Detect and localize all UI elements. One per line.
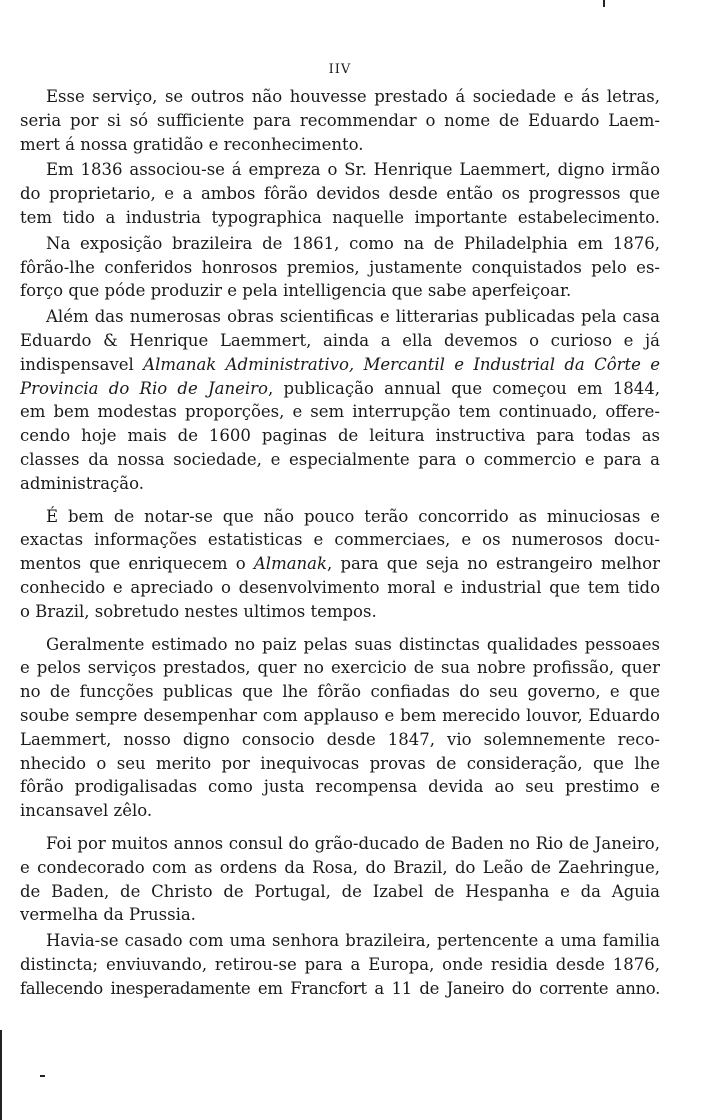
text-line: Eduardo & Henrique Laemmert, ainda a ella devemos o curioso e já bbox=[20, 330, 660, 350]
text-line: vermelha da Prussia. bbox=[20, 905, 196, 925]
text-line: Foi por muitos annos consul do grão-ducado de Baden no Rio de Janeiro, bbox=[46, 833, 660, 853]
text-line: classes da nossa sociedade, e especialmente para o commercio e para a bbox=[20, 449, 660, 469]
almanak-ref: Almanak bbox=[253, 554, 328, 574]
text-line: Em 1836 associou-se á empreza o Sr. Henrique Laemmert, digno irmão bbox=[46, 160, 660, 180]
text-line: distincta; enviuvando, retirou-se para a Europa, onde residia desde 1876, bbox=[20, 954, 660, 974]
text-line-mixed bbox=[20, 377, 660, 401]
text-line: Além das numerosas obras scientificas e litterarias publicadas pela casa bbox=[46, 307, 660, 327]
paragraph-almanak bbox=[20, 305, 660, 495]
almanak-title: Almanak Administrativo, Mercantil e Industrial da Côrte e bbox=[143, 354, 660, 374]
text-line: fôrão-lhe conferidos honrosos premios, justamente conquistados pelo es- bbox=[20, 257, 660, 277]
text-line: o Brazil, sobretudo nestes ultimos tempos. bbox=[20, 601, 377, 621]
paragraph-geralmente bbox=[20, 633, 660, 823]
text-run: mentos que enriquecem o bbox=[20, 554, 254, 574]
text-line: conhecido e apreciado o desenvolvimento moral e industrial que tem tido bbox=[20, 577, 660, 597]
text-line: forço que póde produzir e pela intelligencia que sabe aperfeiçoar. bbox=[20, 281, 572, 301]
text-line: de Baden, de Christo de Portugal, de Izabel de Hespanha e da Aguia bbox=[20, 881, 660, 901]
text-line: fallecendo inesperadamente em Francfort a 11 de Janeiro do corrente anno. bbox=[20, 978, 660, 998]
paragraph-notar bbox=[20, 505, 660, 624]
text-line: tem tido a industria typographica naquelle importante estabelecimento. bbox=[20, 207, 660, 227]
scan-mark-bottom bbox=[40, 1075, 45, 1077]
text-line: mert á nossa gratidão e reconhecimento. bbox=[20, 134, 364, 154]
paragraph-casado bbox=[20, 929, 660, 1000]
text-line: Geralmente estimado no paiz pelas suas distinctas qualidades pessoaes bbox=[46, 634, 660, 654]
text-line: incansavel zêlo. bbox=[20, 801, 153, 821]
almanak-title-cont: Provincia do Rio de Janeiro bbox=[20, 378, 268, 398]
text-run: , publicação annual que começou em 1844, bbox=[267, 378, 660, 398]
text-line: soube sempre desempenhar com applauso e bem merecido louvor, Eduardo bbox=[20, 705, 660, 725]
text-line: Laemmert, nosso digno consocio desde 1847, vio solemnemente reco- bbox=[20, 729, 660, 749]
text-line: Na exposição brazileira de 1861, como na de Philadelphia em 1876, bbox=[46, 233, 660, 253]
scan-mark-top bbox=[603, 0, 605, 7]
text-line: administração. bbox=[20, 473, 145, 493]
text-run: indispensavel bbox=[20, 354, 144, 374]
paragraph-1836 bbox=[20, 158, 660, 229]
text-line: Esse serviço, se outros não houvesse prestado á sociedade e ás letras, bbox=[46, 87, 660, 106]
text-line: nhecido o seu merito por inequivocas provas de consideração, que lhe bbox=[20, 753, 660, 773]
text-line: exactas informações estatisticas e commerciaes, e os numerosos docu- bbox=[20, 530, 660, 550]
text-line: fôrão prodigalisadas como justa recompensa devida ao seu prestimo e bbox=[20, 777, 660, 797]
paragraph-service bbox=[20, 85, 660, 156]
page-number: IIV bbox=[328, 62, 352, 77]
text-line-mixed bbox=[20, 552, 660, 576]
text-run: , para que seja no estrangeiro melhor bbox=[327, 554, 660, 574]
text-line: no de funcções publicas que lhe fôrão confiadas do seu governo, e que bbox=[20, 682, 660, 702]
text-line: Havia-se casado com uma senhora brazileira, pertencente a uma familia bbox=[46, 931, 660, 951]
paragraph-consul bbox=[20, 832, 660, 927]
text-line-mixed bbox=[20, 353, 660, 377]
text-line: seria por si só sufficiente para recommendar o nome de Eduardo Laem- bbox=[20, 110, 660, 130]
text-line: e condecorado com as ordens da Rosa, do Brazil, do Leão de Zaehringue, bbox=[20, 857, 660, 877]
scan-mark-left-edge bbox=[0, 1030, 2, 1120]
text-line: do proprietario, e a ambos fôrão devidos desde então os progressos que bbox=[20, 184, 660, 204]
paragraph-exposicao bbox=[20, 232, 660, 303]
text-line: É bem de notar-se que não pouco terão concorrido as minuciosas e bbox=[46, 506, 660, 526]
text-line: cendo hoje mais de 1600 paginas de leitura instructiva para todas as bbox=[20, 426, 660, 446]
text-line: e pelos serviços prestados, quer no exercicio de sua nobre profissão, quer bbox=[20, 658, 660, 678]
document-page bbox=[20, 62, 660, 1000]
text-line: em bem modestas proporções, e sem interrupção tem continuado, offere- bbox=[20, 402, 660, 422]
